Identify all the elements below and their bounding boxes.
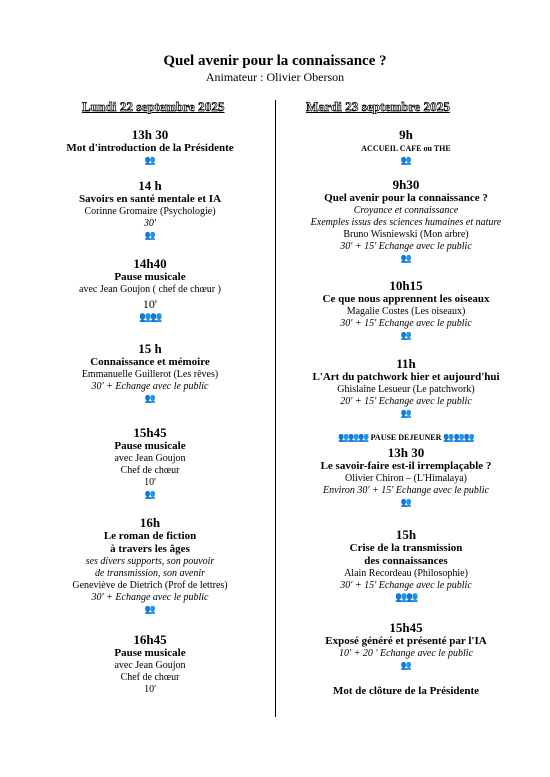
people-icon: 👥 [144,604,156,614]
event-duration: 10' [144,684,156,695]
event-time: 15h45 [133,425,167,440]
event-time: 9h30 [392,177,420,192]
event-time: 10h15 [389,278,423,293]
event-time: 15h [395,527,417,542]
event-time: 15h45 [389,620,423,635]
event-title: Crise de la transmission [349,542,463,554]
event-duration: 10' + 20 ' Echange avec le public [338,648,474,659]
event-title: des connaissances [364,555,448,567]
people-icon: 👥 [400,408,412,418]
people-icon: 👥 [400,330,412,340]
event-title: Savoirs en santé mentale et IA [78,193,222,205]
tuesday-event-7 [275,620,537,671]
event-title: L'Art du patchwork hier et aujourd'hui [312,371,500,383]
event-title: à travers les âges [110,543,190,555]
event-time: 13h 30 [131,127,169,142]
page-title: Quel avenir pour la connaissance ? [163,53,387,69]
event-title: Quel avenir pour la connaissance ? [324,192,488,204]
event-time: 16h [139,515,161,530]
event-time: 14h40 [133,256,167,271]
people-icon: 👥 [144,155,156,165]
event-speaker: Bruno Wisniewski (Mon arbre) [343,229,469,240]
event-duration: 30' + Echange avec le public [91,381,209,392]
event-subtitle: Croyance et connaissance [353,205,459,216]
event-duration: 10' [142,297,158,311]
lunch-break [275,432,537,443]
event-duration: 30' + 15' Echange avec le public [340,318,472,329]
event-duration: 30' + 15' Echange avec le public [340,241,472,252]
event-speaker: Corinne Gromaire (Psychologie) [84,206,216,217]
event-duration: 20' + 15' Echange avec le public [340,396,472,407]
event-speaker: Magalie Costes (Les oiseaux) [346,306,466,317]
event-line: avec Jean Goujon [114,660,186,671]
event-title: Ce que nous apprennent les oiseaux [322,293,490,305]
event-speaker: Alain Recordeau (Philosophie) [344,568,468,579]
people-icon: 👥 [400,253,412,263]
monday-event-2 [25,178,275,241]
closing-title: Mot de clôture de la Présidente [332,685,480,697]
tuesday-event-6 [275,527,537,603]
tuesday-event-3 [275,278,537,341]
monday-event-6 [25,515,275,615]
event-duration: 30' [143,218,157,229]
people-icon: 👥👥 [395,592,417,603]
monday-event-7 [25,632,275,696]
event-title: Le roman de fiction [103,530,197,542]
event-title: Connaissance et mémoire [90,356,210,368]
page-header [0,52,550,84]
event-subtitle: Exemples issus des sciences humaines et nature [310,217,502,228]
event-title: Pause musicale [114,647,186,659]
monday-event-3 [25,256,275,323]
monday-event-4 [25,341,275,404]
event-subtitle: ses divers supports, son pouvoir [85,556,215,567]
event-speaker: Olivier Chiron – (L'Himalaya) [344,473,468,484]
event-title: Pause musicale [114,440,186,452]
event-title: Le savoir-faire est-il irremplaçable ? [320,460,492,472]
event-line: Chef de chœur [120,465,180,476]
event-time: 11h [396,356,416,371]
monday-event-5 [25,425,275,500]
tuesday-event-4 [275,356,537,419]
people-icon: 👥👥👥 [443,432,474,442]
event-time: 15 h [138,341,162,356]
tuesday-closing [275,685,537,698]
event-speaker: Ghislaine Lesueur (Le patchwork) [337,384,475,395]
event-speaker: avec Jean Goujon ( chef de chœur ) [79,284,221,295]
event-line: Chef de chœur [120,672,180,683]
event-duration: 30' + Echange avec le public [91,592,209,603]
tuesday-event-2 [275,177,537,264]
people-icon: 👥👥 [139,312,161,323]
event-duration: 30' + 15' Echange avec le public [340,580,472,591]
people-icon: 👥👥👥 [338,432,369,442]
event-time: 13h 30 [387,445,425,460]
event-time: 16h45 [133,632,167,647]
event-time: 9h [399,127,413,142]
event-speaker: Geneviève de Dietrich (Prof de lettres) [72,580,228,591]
day-heading-monday: Lundi 22 septembre 2025 [82,99,225,114]
tuesday-event-5 [275,445,537,508]
monday-event-1 [25,127,275,166]
day-heading-tuesday: Mardi 23 septembre 2025 [306,99,450,114]
page-subtitle: Animateur : Olivier Oberson [205,70,345,84]
event-speaker: Emmanuelle Guillerot (Les rêves) [81,369,219,380]
lunch-break-label: PAUSE DEJEUNER [370,433,442,442]
people-icon: 👥 [144,230,156,240]
event-title: ACCUEIL CAFE ou THE [361,144,451,153]
people-icon: 👥 [144,393,156,403]
event-duration: Environ 30' + 15' Echange avec le public [323,485,489,496]
event-duration: 10' [144,477,156,488]
event-title: Exposé généré et présenté par l'IA [325,635,487,647]
people-icon: 👥 [400,660,412,670]
tuesday-event-1 [275,127,537,166]
event-time: 14 h [138,178,162,193]
people-icon: 👥 [400,155,412,165]
event-title: Mot d'introduction de la Présidente [66,142,234,154]
event-title: Pause musicale [114,271,186,283]
tuesday-pause-lunch [275,432,537,443]
event-subtitle: de transmission, son avenir [95,568,205,579]
people-icon: 👥 [144,489,156,499]
people-icon: 👥 [400,497,412,507]
event-line: avec Jean Goujon [114,453,186,464]
